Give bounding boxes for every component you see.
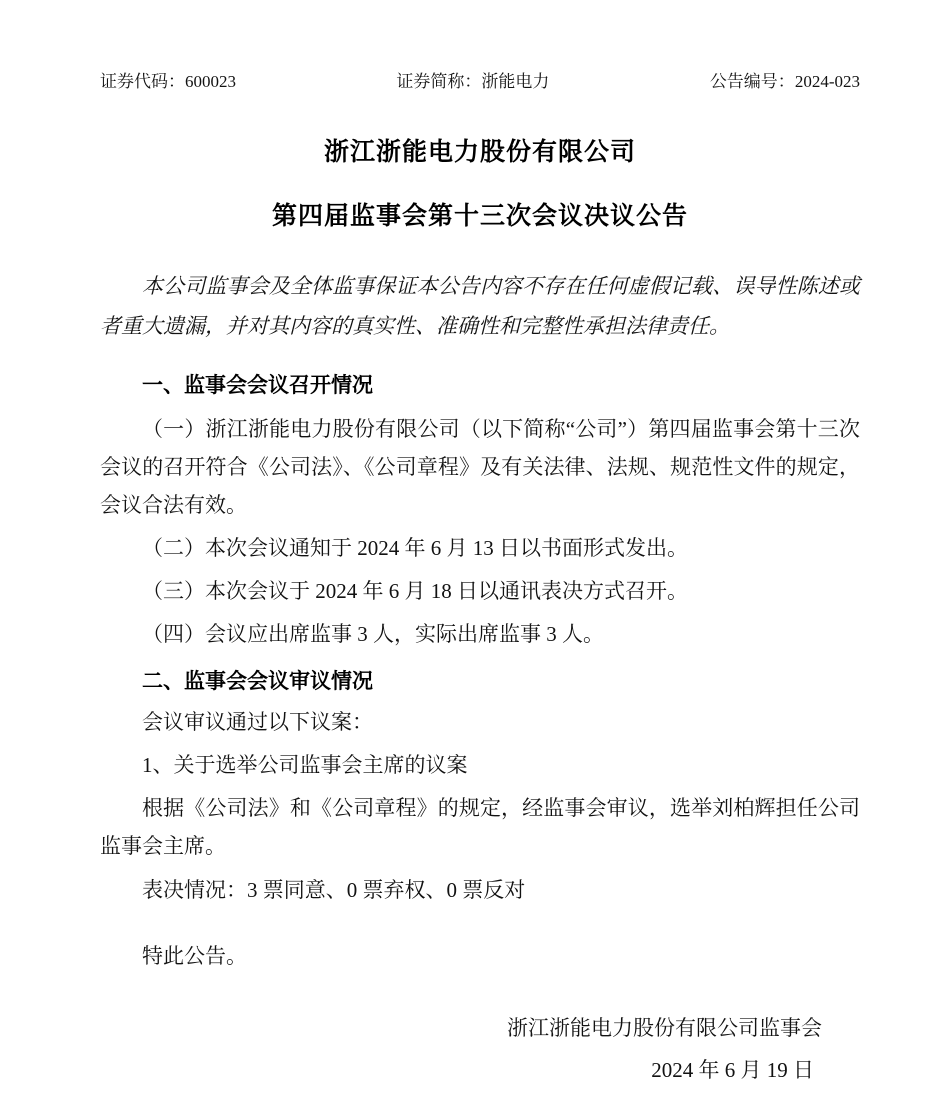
- paragraph-resolutions-intro: 会议审议通过以下议案：: [142, 710, 373, 734]
- announcement-number-value: 2024-023: [794, 72, 860, 91]
- stock-name-label: 证券简称：: [396, 72, 482, 91]
- paragraph-convening-legality: （一）浙江浙能电力股份有限公司（以下简称“公司”）第四届监事会第十三次会议的召开符合《公司法》、《公司章程》及有关法律、法规、规范性文件的规定，会议合法有效。: [100, 417, 860, 517]
- section-1-heading: 一、监事会会议召开情况: [142, 374, 373, 397]
- closing-notice: 特此公告。: [142, 944, 247, 968]
- paragraph-proposal-title: 1、关于选举公司监事会主席的议案: [142, 753, 468, 777]
- stock-name-value: 浙能电力: [481, 72, 550, 91]
- document-header: [100, 71, 860, 93]
- company-name-title: 浙江浙能电力股份有限公司: [323, 138, 636, 166]
- stock-code-label: 证券代码：: [100, 72, 185, 91]
- disclaimer-paragraph: 本公司监事会及全体监事保证本公告内容不存在任何虚假记载、误导性陈述或者重大遗漏，并对其内容的真实性、准确性和完整性承担法律责任。: [100, 274, 860, 338]
- section-meeting-review: [100, 663, 860, 909]
- stock-code-value: 600023: [185, 72, 236, 91]
- section-meeting-convening: [100, 367, 860, 653]
- announcement-title: 第四届监事会第十三次会议决议公告: [271, 202, 688, 230]
- stock-code: [100, 71, 236, 93]
- signature-block: [100, 1009, 860, 1089]
- signature-company: 浙江浙能电力股份有限公司监事会: [507, 1016, 822, 1040]
- signature-date: 2024 年 6 月 19 日: [651, 1058, 814, 1082]
- title-block: [100, 135, 860, 233]
- paragraph-meeting-date: （三）本次会议于 2024 年 6 月 18 日以通讯表决方式召开。: [142, 579, 688, 603]
- announcement-number-label: 公告编号：: [709, 72, 795, 91]
- stock-name: [396, 71, 549, 93]
- announcement-number: [710, 71, 860, 93]
- paragraph-attendance: （四）会议应出席监事 3 人，实际出席监事 3 人。: [142, 622, 604, 646]
- paragraph-proposal-detail: 根据《公司法》和《公司章程》的规定，经监事会审议，选举刘柏辉担任公司监事会主席。: [100, 796, 860, 858]
- paragraph-vote-result: 表决情况：3 票同意、0 票弃权、0 票反对: [142, 878, 526, 902]
- section-2-heading: 二、监事会会议审议情况: [142, 670, 373, 693]
- paragraph-notice-date: （二）本次会议通知于 2024 年 6 月 13 日以书面形式发出。: [142, 536, 688, 560]
